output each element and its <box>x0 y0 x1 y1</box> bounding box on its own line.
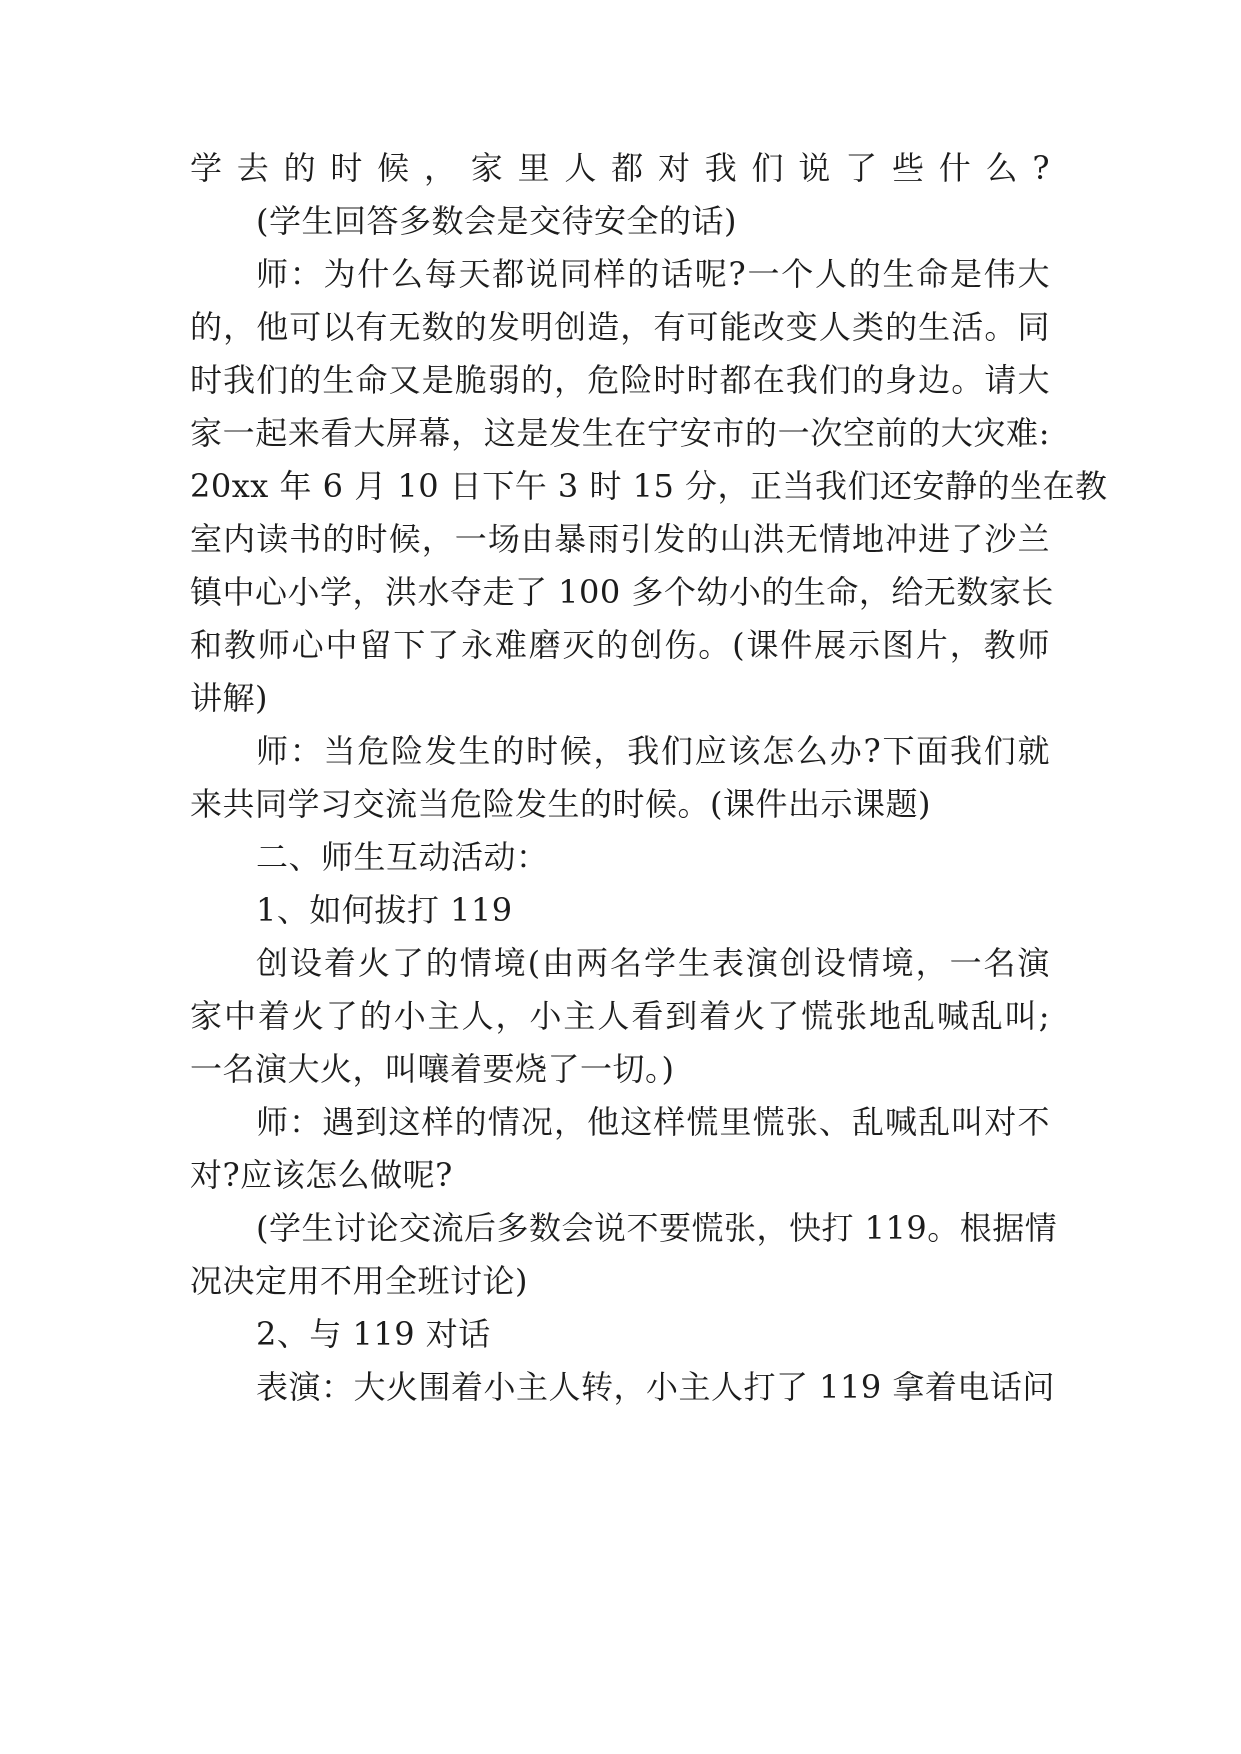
text-line: 创设着火了的情境(由两名学生表演创设情境，一名演 <box>256 944 1050 982</box>
text-line: 师：遇到这样的情况，他这样慌里慌张、乱喊乱叫对不 <box>256 1103 1050 1141</box>
text-line: 的，他可以有无数的发明创造，有可能改变人类的生活。同 <box>190 308 1050 346</box>
text-line: 镇中心小学，洪水夺走了 100 多个幼小的生命，给无数家长 <box>190 573 1054 611</box>
text-line: (学生讨论交流后多数会说不要慌张，快打 119。根据情 <box>256 1209 1058 1247</box>
text-line: 师：当危险发生的时候，我们应该怎么办?下面我们就 <box>256 732 1050 770</box>
text-line: (学生回答多数会是交待安全的话) <box>256 202 737 240</box>
text-line: 对?应该怎么做呢? <box>190 1156 453 1194</box>
text-line: 时我们的生命又是脆弱的，危险时时都在我们的身边。请大 <box>190 361 1050 399</box>
text-line: 况决定用不用全班讨论) <box>190 1262 528 1300</box>
text-line: 室内读书的时候，一场由暴雨引发的山洪无情地冲进了沙兰 <box>190 520 1050 558</box>
text-line: 表演：大火围着小主人转，小主人打了 119 拿着电话问 <box>256 1368 1055 1406</box>
subsection-heading: 2、与 119 对话 <box>256 1315 491 1353</box>
subsection-heading: 1、如何拔打 119 <box>256 891 513 929</box>
text-line: 和教师心中留下了永难磨灭的创伤。(课件展示图片，教师 <box>190 626 1050 664</box>
text-line: 师：为什么每天都说同样的话呢?一个人的生命是伟大 <box>256 255 1050 293</box>
text-line: 家一起来看大屏幕，这是发生在宁安市的一次空前的大灾难: <box>190 414 1050 452</box>
text-line: 家中着火了的小主人，小主人看到着火了慌张地乱喊乱叫; <box>190 997 1050 1035</box>
text-line: 学去的时候，家里人都对我们说了些什么? <box>190 149 1050 187</box>
text-line: 讲解) <box>190 679 268 717</box>
text-line: 一名演大火，叫嚷着要烧了一切。) <box>190 1050 675 1088</box>
text-line: 来共同学习交流当危险发生的时候。(课件出示课题) <box>190 785 931 823</box>
section-heading: 二、师生互动活动： <box>256 838 549 876</box>
text-line: 20xx 年 6 月 10 日下午 3 时 15 分，正当我们还安静的坐在教 <box>190 467 1108 505</box>
